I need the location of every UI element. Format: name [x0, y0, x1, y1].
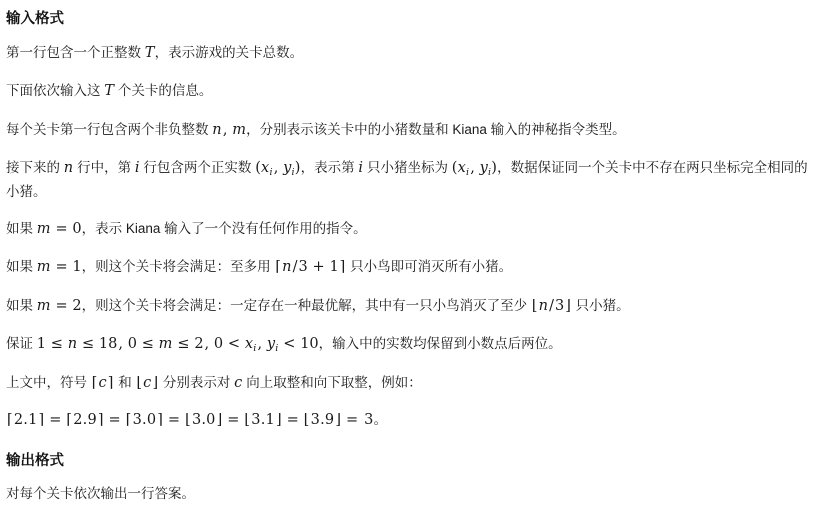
paragraph: 如果 m = 1，则这个关卡将会满足：至多用 ⌈n/3 + 1⌉ 只小鸟即可消灭所有小猪。: [6, 259, 513, 276]
section-heading-output-format: 输出格式: [6, 452, 64, 469]
paragraph: 每个关卡第一行包含两个非负整数 n, m，分别表示该关卡中的小猪数量和 Kiana 输入的神秘指令类型。: [6, 121, 626, 138]
paragraph: 对每个关卡依次输出一行答案。: [6, 486, 195, 502]
paragraph-formula: ⌈2.1⌉ = ⌈2.9⌉ = ⌈3.0⌉ = ⌊3.0⌋ = ⌊3.1⌋ = ⌊3.9⌋ = 3。: [7, 412, 388, 429]
section-heading-input-format: 输入格式: [6, 11, 64, 27]
paragraph: 如果 m = 2，则这个关卡将会满足：一定存在一种最优解，其中有一只小鸟消灭了至少 ⌊n/3⌋ 只小猪。: [6, 297, 630, 314]
paragraph: 如果 m = 0，表示 Kiana 输入了一个没有任何作用的指令。: [6, 220, 367, 237]
paragraph: 下面依次输入这 T 个关卡的信息。: [6, 83, 213, 100]
paragraph: 保证 1 ≤ n ≤ 18, 0 ≤ m ≤ 2, $0 < x_i$, $y_i < 10$，输入中的实数均保留到小数点后两位。: [6, 336, 562, 355]
paragraph: 上文中，符号 ⌈c⌉ 和 ⌊c⌋ 分别表示对 c 向上取整和向下取整，例如：: [6, 374, 422, 391]
paragraph: 接下来的 n 行中，第 i 行包含两个正实数 ($x_i$, $y_i$)，表示第 i 只小猪坐标为 ($x_i$, $y_i$)，数据保证同一个关卡中不存在两只坐标完全相同的小猪。: [6, 160, 808, 199]
paragraph: 第一行包含一个正整数 T，表示游戏的关卡总数。: [6, 44, 304, 61]
